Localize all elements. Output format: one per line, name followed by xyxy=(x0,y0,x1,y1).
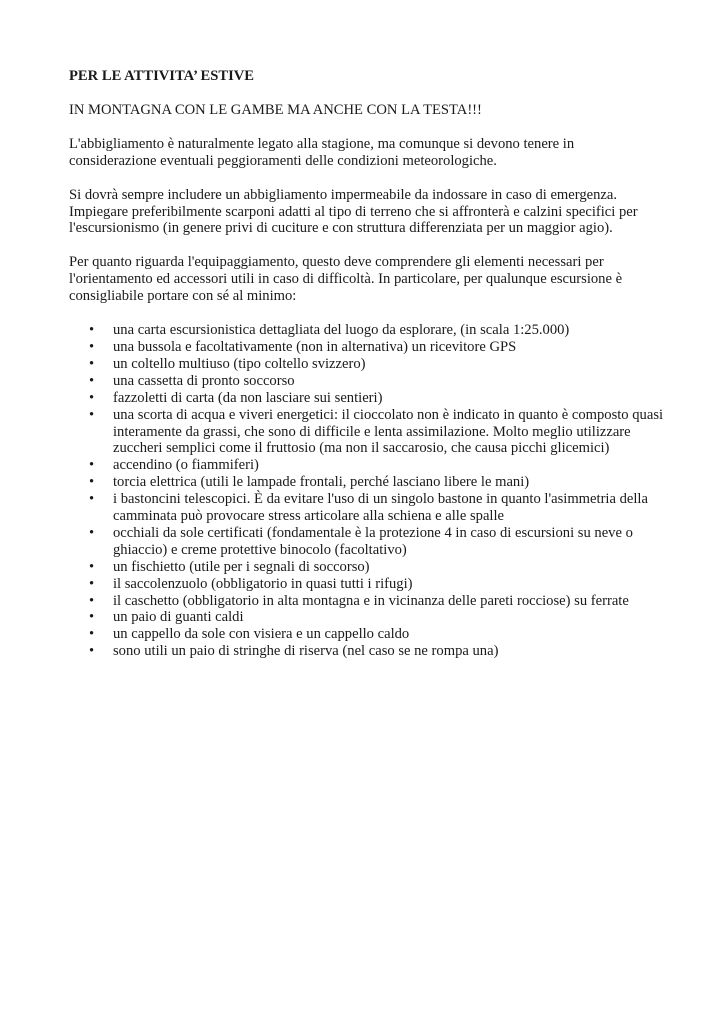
list-item-text: accendino (o fiammiferi) xyxy=(113,457,259,474)
bullet-icon: • xyxy=(89,609,95,626)
list-item-text: un coltello multiuso (tipo coltello svizzero) xyxy=(113,355,366,372)
list-item-text: fazzoletti di carta (da non lasciare sui sentieri) xyxy=(113,389,383,406)
list-item-text: torcia elettrica (utili le lampade frontali, perché lasciano libere le mani) xyxy=(113,474,530,491)
bullet-icon: • xyxy=(89,406,95,423)
list-item xyxy=(69,474,664,491)
list-item-text: una bussola e facoltativamente (non in alternativa) un ricevitore GPS xyxy=(113,338,517,355)
bullet-icon: • xyxy=(89,372,95,389)
list-item-text: un fischietto (utile per i segnali di soccorso) xyxy=(113,558,370,575)
list-item-text: sono utili un paio di stringhe di riserva (nel caso se ne rompa una) xyxy=(113,643,499,660)
bullet-icon: • xyxy=(89,524,95,541)
list-item-text: una scorta di acqua e viveri energetici: il cioccolato non è indicato in quanto è composto quasi interamente da grassi, che sono di difficile e lenta assimilazione. Molto meglio utilizzare zuccheri semplici come il fruttosio (ma non il saccarosio, che causa picchi glicemici) xyxy=(113,406,664,457)
document-title: PER LE ATTIVITA’ ESTIVE xyxy=(69,68,255,84)
bullet-icon: • xyxy=(89,592,95,609)
bullet-icon: • xyxy=(89,575,95,592)
bullet-icon: • xyxy=(89,626,95,643)
bullet-icon: • xyxy=(89,643,95,660)
list-item xyxy=(69,609,664,626)
list-item xyxy=(69,491,664,525)
list-item-text: un cappello da sole con visiera e un cappello caldo xyxy=(113,626,410,643)
list-item xyxy=(69,407,664,458)
list-item xyxy=(69,390,664,407)
list-item xyxy=(69,593,664,610)
list-item xyxy=(69,559,664,576)
bullet-icon: • xyxy=(89,457,95,474)
list-item xyxy=(69,576,664,593)
bullet-icon: • xyxy=(89,474,95,491)
bullet-icon: • xyxy=(89,338,95,355)
bullet-icon: • xyxy=(89,322,95,339)
list-item-text: i bastoncini telescopici. È da evitare l'uso di un singolo bastone in quanto l'asimmetria della camminata può provocare stress articolare alla schiena e alle spalle xyxy=(113,491,648,525)
list-item xyxy=(69,525,664,559)
list-item-text: occhiali da sole certificati (fondamentale è la protezione 4 in caso di escursioni su neve o ghiaccio) e creme protettive binocolo (facoltativo) xyxy=(113,524,633,558)
paragraph-waterproof: Si dovrà sempre includere un abbigliamento impermeabile da indossare in caso di emergenza. Impiegare preferibilmente scarponi adatti al tipo di terreno che si affronterà e calzini specifici per l'escursionismo (in genere privi di cuciture e con struttura differenziata per un maggior agio). xyxy=(69,186,638,237)
bullet-icon: • xyxy=(89,355,95,372)
list-item xyxy=(69,356,664,373)
list-item-text: una carta escursionistica dettagliata del luogo da esplorare, (in scala 1:25.000) xyxy=(113,322,570,339)
list-item xyxy=(69,643,664,660)
list-item-text: un paio di guanti caldi xyxy=(113,609,244,626)
bullet-icon: • xyxy=(89,491,95,508)
list-item-text: una cassetta di pronto soccorso xyxy=(113,372,295,389)
paragraph-clothing: L'abbigliamento è naturalmente legato alla stagione, ma comunque si devono tenere in considerazione eventuali peggioramenti delle condizioni meteorologiche. xyxy=(69,135,575,169)
bullet-icon: • xyxy=(89,389,95,406)
list-item-text: il saccolenzuolo (obbligatorio in quasi tutti i rifugi) xyxy=(113,575,413,592)
bullet-icon: • xyxy=(89,558,95,575)
list-item xyxy=(69,626,664,643)
equipment-list xyxy=(69,322,664,660)
list-item xyxy=(69,457,664,474)
paragraph-equipment: Per quanto riguarda l'equipaggiamento, questo deve comprendere gli elementi necessari per l'orientamento ed accessori utili in caso di difficoltà. In particolare, per qualunque escursione è consigliabile portare con sé al minimo: xyxy=(69,254,623,305)
list-item xyxy=(69,373,664,390)
document-subtitle: IN MONTAGNA CON LE GAMBE MA ANCHE CON LA TESTA!!! xyxy=(69,101,482,118)
list-item xyxy=(69,339,664,356)
list-item-text: il caschetto (obbligatorio in alta montagna e in vicinanza delle pareti rocciose) su ferrate xyxy=(113,592,629,609)
list-item xyxy=(69,322,664,339)
